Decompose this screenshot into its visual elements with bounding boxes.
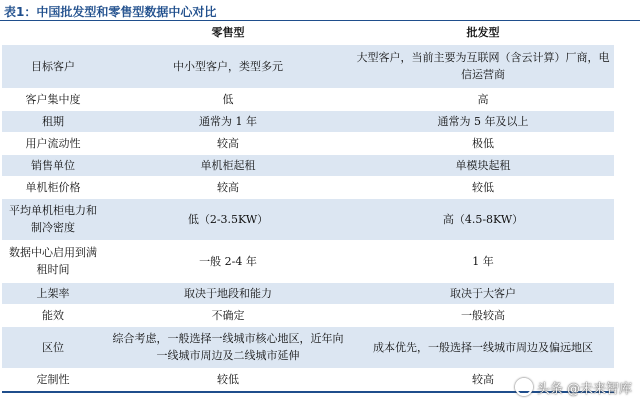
comparison-table	[2, 22, 614, 393]
row-label: 区位	[2, 326, 104, 368]
table-row	[2, 282, 614, 304]
wholesale-cell: 成本优先，一般选择一线城市周边及偏远地区	[352, 326, 614, 368]
table-row	[2, 88, 614, 110]
row-label: 数据中心启用到满租时间	[2, 240, 104, 282]
table-row	[2, 176, 614, 198]
header-retail: 零售型	[104, 22, 352, 44]
header-corner	[2, 22, 104, 44]
row-label: 销售单位	[2, 154, 104, 176]
watermark-text: 头条 @未来智库	[536, 381, 632, 397]
table-row	[2, 326, 614, 368]
table-row	[2, 154, 614, 176]
table-row	[2, 110, 614, 132]
retail-cell: 单机柜起租	[104, 154, 352, 176]
row-label: 平均单机柜电力和制冷密度	[2, 198, 104, 240]
watermark	[515, 376, 632, 398]
row-label: 用户流动性	[2, 132, 104, 154]
table-title: 表1：中国批发型和零售型数据中心对比	[4, 5, 217, 19]
table-row	[2, 44, 614, 88]
wholesale-cell: 1 年	[352, 240, 614, 282]
retail-cell: 较低	[104, 368, 352, 392]
row-label: 定制性	[2, 368, 104, 392]
toutiao-logo-icon	[515, 378, 533, 396]
retail-cell: 低（2-3.5KW）	[104, 198, 352, 240]
row-label: 能效	[2, 304, 104, 326]
row-label: 单机柜价格	[2, 176, 104, 198]
row-label: 客户集中度	[2, 88, 104, 110]
retail-cell: 较高	[104, 176, 352, 198]
wholesale-cell: 单模块起租	[352, 154, 614, 176]
table-row	[2, 240, 614, 282]
wholesale-cell: 高（4.5-8KW）	[352, 198, 614, 240]
title-bar	[0, 0, 640, 22]
wholesale-cell: 高	[352, 88, 614, 110]
wholesale-cell: 通常为 5 年及以上	[352, 110, 614, 132]
wholesale-cell: 极低	[352, 132, 614, 154]
header-row	[2, 22, 614, 44]
wholesale-cell: 取决于大客户	[352, 282, 614, 304]
table-row	[2, 304, 614, 326]
row-label: 上架率	[2, 282, 104, 304]
retail-cell: 综合考虑，一般选择一线城市核心地区，近年向一线城市周边及二线城市延伸	[104, 326, 352, 368]
table-row	[2, 198, 614, 240]
wholesale-cell: 较高	[352, 368, 614, 392]
retail-cell: 较高	[104, 132, 352, 154]
retail-cell: 低	[104, 88, 352, 110]
retail-cell: 取决于地段和能力	[104, 282, 352, 304]
retail-cell: 通常为 1 年	[104, 110, 352, 132]
wholesale-cell: 较低	[352, 176, 614, 198]
retail-cell: 不确定	[104, 304, 352, 326]
row-label: 目标客户	[2, 44, 104, 88]
wholesale-cell: 大型客户，当前主要为互联网（含云计算）厂商，电信运营商	[352, 44, 614, 88]
retail-cell: 中小型客户，类型多元	[104, 44, 352, 88]
retail-cell: 一般 2-4 年	[104, 240, 352, 282]
header-wholesale: 批发型	[352, 22, 614, 44]
wholesale-cell: 一般较高	[352, 304, 614, 326]
row-label: 租期	[2, 110, 104, 132]
title-rule	[0, 20, 640, 21]
table-row	[2, 132, 614, 154]
